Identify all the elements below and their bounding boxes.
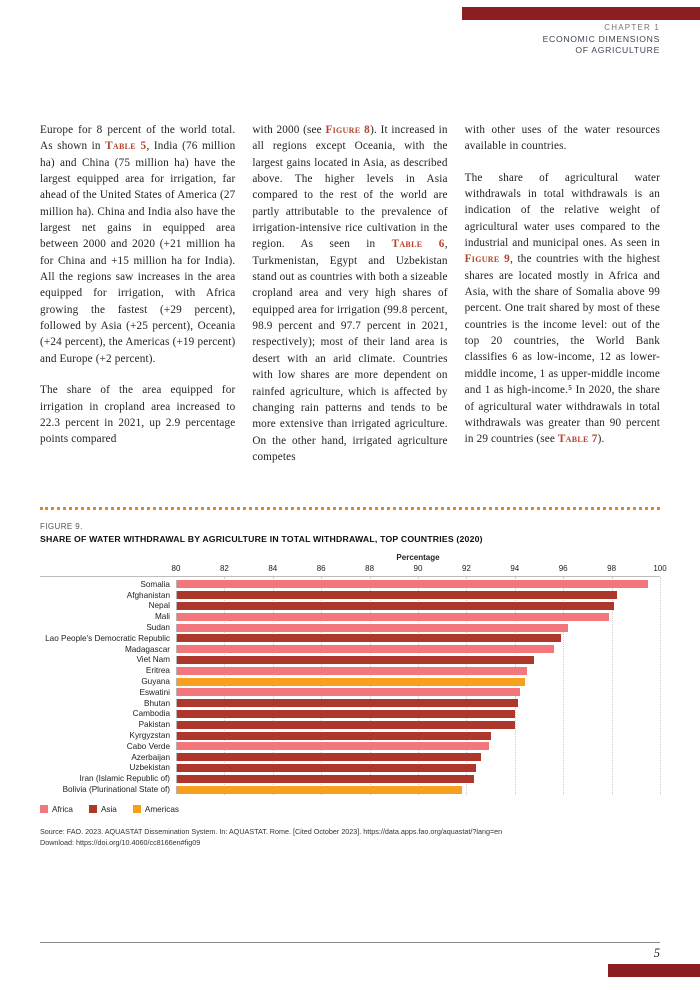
figure-label: FIGURE 9. xyxy=(40,522,83,531)
x-tick-label: 96 xyxy=(558,564,568,573)
country-label: Azerbaijan xyxy=(131,752,170,762)
x-tick-label: 84 xyxy=(268,564,278,573)
bar-cambodia xyxy=(177,710,515,718)
country-label: Lao People's Democratic Republic xyxy=(45,633,170,643)
bar-track xyxy=(176,710,660,718)
bar-cabo-verde xyxy=(177,742,489,750)
body-text: The share of agricultural water withdrawals in total withdrawals is an indication of the relative weight of agricultural water uses compared to the industrial and municipal ones. As seen in xyxy=(464,171,660,250)
country-label: Eswatini xyxy=(139,687,170,697)
body-text: , India (76 million ha) and China (75 million ha) have the largest equipped area for irrigation, far ahead of the United States of America (27 million ha). China and India also have the largest net gains in equipped area between 2000 and 2020 (+21 million ha for China and +15 million ha for India). All the regions saw increases in the area equipped for irrigation, with Africa growing the fastest (+29 percent), followed by Asia (+25 percent), Oceania (+24 percent), the Americas (+19 percent) and Europe (+2 percent). xyxy=(40,140,236,365)
text-columns xyxy=(40,122,660,480)
bar-bolivia-plurinational-state-of- xyxy=(177,786,462,794)
dotted-divider xyxy=(40,507,660,510)
bar-track xyxy=(176,764,660,772)
x-tick-label: 88 xyxy=(365,564,375,573)
text-column-3 xyxy=(465,122,660,480)
chart-legend xyxy=(40,805,660,814)
legend-swatch xyxy=(133,805,141,813)
x-tick-label: 94 xyxy=(510,564,520,573)
text-column-1 xyxy=(40,122,235,480)
bar-track xyxy=(176,786,660,794)
text-column-2 xyxy=(252,122,447,480)
chapter-title-line1: ECONOMIC DIMENSIONS xyxy=(542,34,660,44)
country-label: Nepal xyxy=(148,601,170,611)
legend-label: Africa xyxy=(52,804,73,814)
bar-track xyxy=(176,721,660,729)
body-text: ). xyxy=(597,433,605,446)
chart-row xyxy=(40,730,660,741)
chart-row xyxy=(40,773,660,784)
bar-nepal xyxy=(177,602,614,610)
chart-row xyxy=(40,784,660,795)
bar-track xyxy=(176,678,660,686)
country-label: Uzbekistan xyxy=(129,763,170,773)
chart-row xyxy=(40,622,660,633)
vertical-gridline xyxy=(660,577,661,795)
chapter-label: CHAPTER 1 xyxy=(604,23,660,32)
bar-bhutan xyxy=(177,699,518,707)
body-text: Europe for 8 percent of the world total. As shown in xyxy=(40,124,236,153)
cross-reference: Table 5 xyxy=(105,140,147,153)
country-label: Guyana xyxy=(141,677,170,687)
bar-track xyxy=(176,753,660,761)
paragraph xyxy=(465,122,660,155)
chart-row xyxy=(40,741,660,752)
legend-item-africa xyxy=(40,805,73,814)
bar-viet-nam xyxy=(177,656,534,664)
chart-row xyxy=(40,719,660,730)
bar-mali xyxy=(177,613,609,621)
source-note xyxy=(40,826,660,848)
bar-somalia xyxy=(177,580,648,588)
chart-row xyxy=(40,611,660,622)
chart-row xyxy=(40,590,660,601)
body-text: with 2000 (see xyxy=(252,124,326,136)
legend-swatch xyxy=(89,805,97,813)
chart-row xyxy=(40,655,660,666)
chart-row xyxy=(40,601,660,612)
x-tick-label: 80 xyxy=(171,564,181,573)
chart-plot-area xyxy=(40,576,660,795)
chart-rows xyxy=(40,579,660,795)
country-label: Cabo Verde xyxy=(126,741,170,751)
x-tick-label: 100 xyxy=(653,564,667,573)
figure-9-chart xyxy=(40,553,667,814)
bar-eritrea xyxy=(177,667,527,675)
bar-azerbaijan xyxy=(177,753,481,761)
chart-row xyxy=(40,698,660,709)
x-tick-label: 86 xyxy=(316,564,326,573)
country-label: Kyrgyzstan xyxy=(129,731,170,741)
figure-heading xyxy=(40,522,660,544)
country-label: Sudan xyxy=(146,623,170,633)
bar-pakistan xyxy=(177,721,515,729)
x-tick-label: 82 xyxy=(219,564,229,573)
figure-title: SHARE OF WATER WITHDRAWAL BY AGRICULTURE IN TOTAL WITHDRAWAL, TOP COUNTRIES (2020) xyxy=(40,534,483,544)
paragraph xyxy=(40,122,235,367)
bar-track xyxy=(176,688,660,696)
chart-row xyxy=(40,676,660,687)
bar-track xyxy=(176,699,660,707)
x-tick-label: 98 xyxy=(607,564,617,573)
country-label: Somalia xyxy=(140,579,170,589)
bar-afghanistan xyxy=(177,591,617,599)
legend-label: Americas xyxy=(144,804,179,814)
brand-corner-bar-bottom xyxy=(608,964,700,977)
country-label: Afghanistan xyxy=(126,590,170,600)
chart-row xyxy=(40,644,660,655)
bar-track xyxy=(176,775,660,783)
bar-sudan xyxy=(177,624,568,632)
bar-lao-people-s-democratic-republic xyxy=(177,634,561,642)
x-tick-label: 92 xyxy=(461,564,471,573)
body-text: The share of the area equipped for irrigation in cropland area increased to 22.3 percent in 2021, up 2.9 percentage points compared xyxy=(40,384,236,446)
body-text: with other uses of the water resources available in countries. xyxy=(464,124,660,153)
body-text: , Turkmenistan, Egypt and Uzbekistan stand out as countries with both a sizeable cropland area and very high shares of equipped area for irrigation (99.8 percent, 98.9 percent and 97.7 percent in 2021, respectively); most of their land area is desert with an arid climate. Countries with low shares are more dependent on rainfed agriculture, which is affected by changing rain patterns and tends to be more extensive than irrigated agriculture. On the other hand, irrigated agriculture competes xyxy=(252,238,448,463)
bar-guyana xyxy=(177,678,525,686)
bar-track xyxy=(176,613,660,621)
bar-track xyxy=(176,634,660,642)
country-label: Bhutan xyxy=(144,698,170,708)
cross-reference: Table 6 xyxy=(391,238,445,251)
bar-track xyxy=(176,667,660,675)
country-label: Cambodia xyxy=(132,709,170,719)
source-line-2: Download: https://doi.org/10.4060/cc8166en#fig09 xyxy=(40,838,201,848)
bar-track xyxy=(176,645,660,653)
body-text: , the countries with the highest shares are located mostly in Africa and Asia, with the share of Somalia above 99 percent. One trait shared by most of these countries is the income level: out of the top 20 countries, the World Bank classifies 6 as low-income, 12 as lower-middle income, 1 as upper-middle income and 1 as high-income.⁵ In 2020, the share of agricultural water withdrawals in total withdrawals was greater than 90 percent in 29 countries (see xyxy=(464,253,660,446)
page-number: 5 xyxy=(653,946,660,960)
country-label: Iran (Islamic Republic of) xyxy=(79,774,170,784)
chart-row xyxy=(40,763,660,774)
country-label: Eritrea xyxy=(145,666,170,676)
chart-row xyxy=(40,633,660,644)
bar-track xyxy=(176,591,660,599)
bar-eswatini xyxy=(177,688,520,696)
bar-iran-islamic-republic-of- xyxy=(177,775,474,783)
brand-corner-bar-top xyxy=(462,7,700,20)
body-text: ). It increased in all regions except Oceania, with the largest gains located in Asia, as described above. The higher levels in Asia compared to the rest of the world are partly attributable to the prevalence of irrigation-intensive rice cultivation in the region. As seen in xyxy=(252,124,448,251)
country-label: Madagascar xyxy=(124,644,170,654)
country-label: Pakistan xyxy=(138,720,170,730)
bar-track xyxy=(176,656,660,664)
bar-track xyxy=(176,624,660,632)
chapter-title-line2: OF AGRICULTURE xyxy=(575,45,660,56)
country-label: Bolivia (Plurinational State of) xyxy=(62,785,170,795)
bar-kyrgyzstan xyxy=(177,732,491,740)
bar-track xyxy=(176,602,660,610)
chart-ticks xyxy=(171,564,667,576)
chart-row xyxy=(40,579,660,590)
paragraph xyxy=(252,122,447,465)
country-label: Viet Nam xyxy=(136,655,170,665)
chart-row xyxy=(40,709,660,720)
legend-label: Asia xyxy=(100,804,117,814)
x-tick-label: 90 xyxy=(413,564,423,573)
bar-madagascar xyxy=(177,645,554,653)
cross-reference: Table 7 xyxy=(557,433,598,446)
x-axis-label: Percentage xyxy=(396,553,440,562)
bar-track xyxy=(176,580,660,588)
legend-swatch xyxy=(40,805,48,813)
legend-item-americas xyxy=(133,805,179,814)
footer-rule xyxy=(40,942,660,943)
chart-row xyxy=(40,687,660,698)
chart-row xyxy=(40,665,660,676)
bar-track xyxy=(176,742,660,750)
legend-item-asia xyxy=(89,805,117,814)
country-label: Mali xyxy=(154,612,170,622)
cross-reference: Figure 8 xyxy=(325,124,371,136)
source-line-1: Source: FAO. 2023. AQUASTAT Dissemination System. In: AQUASTAT. Rome. [Cited October 2023]. https://data.apps.fao.org/aquastat/?lang=en xyxy=(40,827,503,836)
chart-row xyxy=(40,752,660,763)
running-header xyxy=(543,23,660,56)
paragraph xyxy=(465,170,660,448)
bar-uzbekistan xyxy=(177,764,476,772)
cross-reference: Figure 9 xyxy=(464,253,511,266)
bar-track xyxy=(176,732,660,740)
paragraph xyxy=(40,382,235,447)
